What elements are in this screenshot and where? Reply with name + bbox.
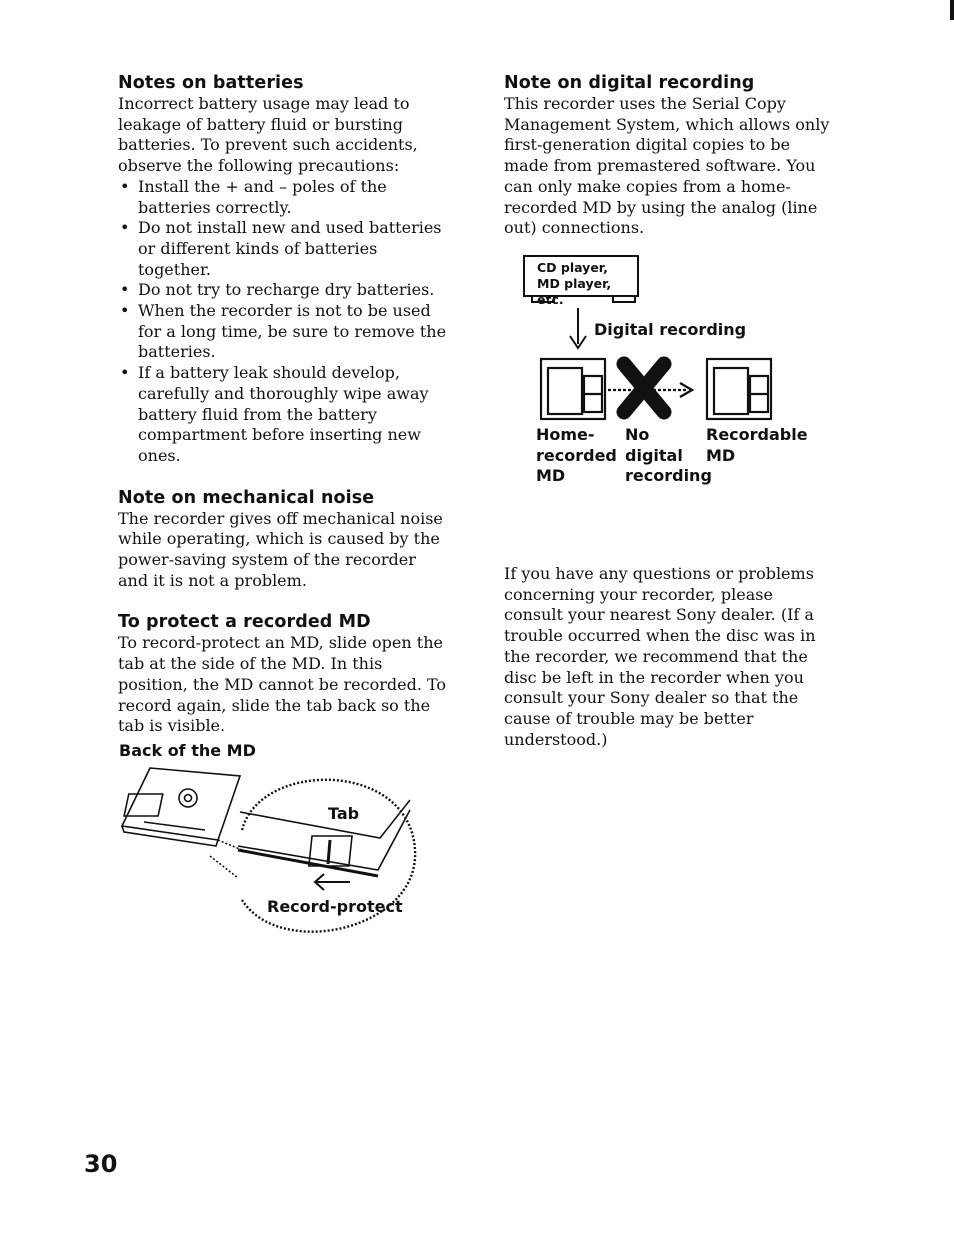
md-figure-caption: Back of the MD (119, 741, 256, 760)
source-device-foot (531, 296, 555, 303)
source-device-foot (612, 296, 636, 303)
digital-heading: Note on digital recording (504, 73, 755, 93)
protect-section (118, 611, 448, 737)
questions-body: If you have any questions or problems concerning your recorder, please consult your nearest Sony dealer. (If a trouble occurred when the disc was in the recorder, we recommend that the disc be left in the recorder when you consult your Sony dealer so that the cause of trouble may be better understood.) (504, 564, 816, 749)
page-edge-mark (950, 0, 954, 20)
record-protect-label: Record-protect (267, 897, 403, 916)
digital-recording-label: Digital recording (594, 320, 747, 339)
md-copy-diagram (538, 356, 778, 426)
noise-body: The recorder gives off mechanical noise while operating, which is caused by the power-saving system of the recorder and it is not a problem. (118, 508, 443, 590)
recordable-label: Recordable MD (706, 425, 808, 465)
noise-heading: Note on mechanical noise (118, 487, 375, 508)
list-item: • If a battery leak should develop, carefully and thoroughly wipe away battery fluid from the battery compartment before inserting new ones. (118, 363, 448, 467)
no-copy-x-icon (624, 364, 664, 412)
md-back-illustration (110, 760, 430, 960)
right-column (504, 72, 834, 239)
source-device-label: CD player, MD player, etc. (537, 260, 612, 307)
page-number: 30 (84, 1150, 118, 1178)
batteries-heading: Notes on batteries (118, 73, 304, 93)
list-item: • Install the + and – poles of the batteries correctly. (118, 177, 448, 218)
batteries-section (118, 72, 448, 467)
left-column (118, 72, 448, 737)
noise-section (118, 487, 448, 592)
digital-body: This recorder uses the Serial Copy Management System, which allows only first-generation digital copies to be made from premastered software. You can only make copies from a home-recorded MD by using the analog (line out) connections. (504, 94, 830, 238)
list-item: • Do not try to recharge dry batteries. (118, 280, 448, 301)
digital-section (504, 72, 834, 239)
batteries-intro: Incorrect battery usage may lead to leakage of battery fluid or bursting batteries. To prevent such accidents, observe the following precautions: (118, 94, 418, 176)
list-item: • When the recorder is not to be used for a long time, be sure to remove the batteries. (118, 301, 448, 363)
no-digital-recording-label: No digital recording (625, 425, 712, 485)
list-item: • Do not install new and used batteries or different kinds of batteries together. (118, 218, 448, 280)
source-device-box (523, 255, 639, 307)
home-recorded-label: Home- recorded MD (536, 425, 617, 485)
batteries-list (118, 177, 448, 467)
protect-body: To record-protect an MD, slide open the tab at the side of the MD. In this position, the MD cannot be recorded. To record again, slide the tab back so the tab is visible. (118, 633, 447, 736)
tab-label: Tab (328, 804, 360, 823)
protect-heading: To protect a recorded MD (118, 612, 371, 633)
